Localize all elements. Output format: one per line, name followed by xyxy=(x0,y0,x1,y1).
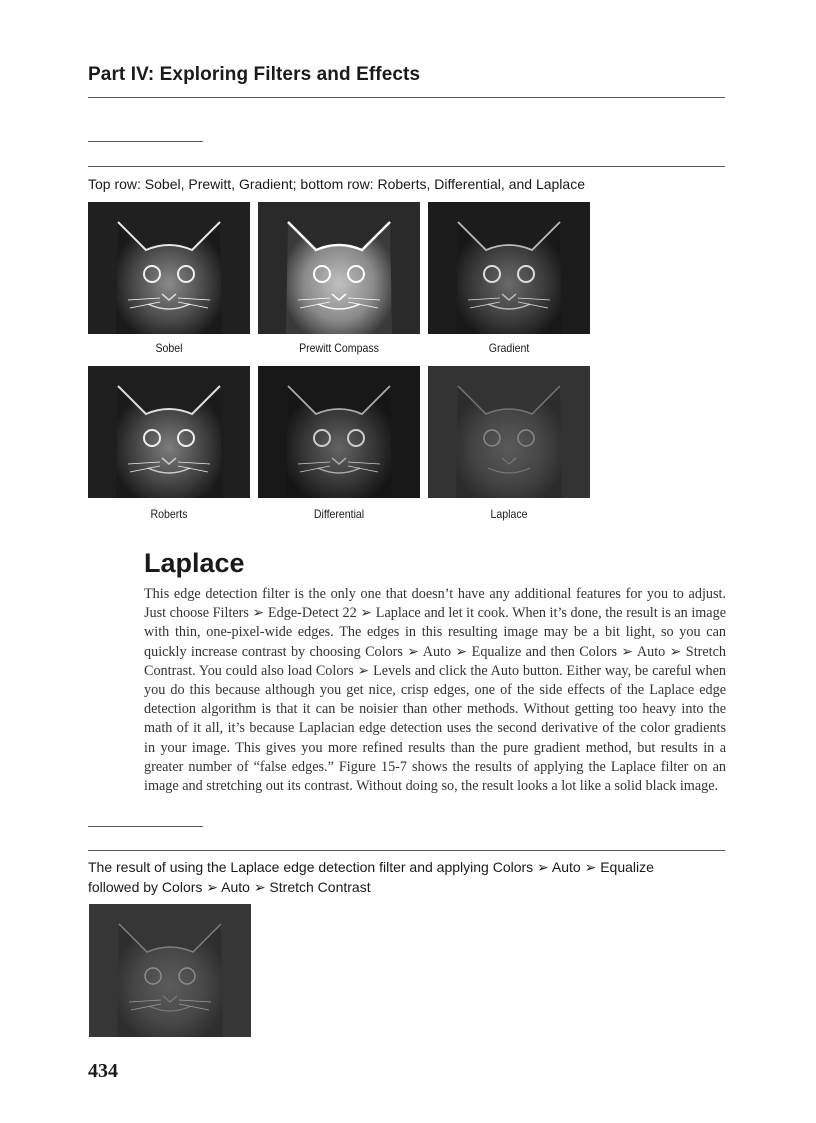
figure-short-rule xyxy=(88,141,203,142)
image-prewitt-compass xyxy=(258,202,420,334)
figure-rule xyxy=(88,166,725,167)
figure-bottom-rule xyxy=(88,850,725,851)
section-heading: Laplace xyxy=(144,548,245,578)
image-laplace xyxy=(428,366,590,498)
figure-bottom-short-rule xyxy=(88,826,203,827)
label-sobel: Sobel xyxy=(155,341,183,355)
image-differential xyxy=(258,366,420,498)
label-laplace: Laplace xyxy=(490,507,528,521)
label-differential: Differential xyxy=(313,507,365,521)
page-number: 434 xyxy=(88,1060,118,1082)
body-paragraph: This edge detection filter is the only one that doesn’t have any additional features for you to adjust. Just choose Filters ➢ Edge-Detect 22 ➢ Laplace and let it cook. When it’s done, the result is an image with thin, one-pixel-wide edges. The edges in this resulting image may be a bit light, so you can quickly increase contrast by choosing Colors ➢ Auto ➢ Equalize and then Colors ➢ Auto ➢ Stretch Contrast. You could also load Colors ➢ Levels and click the Auto button. Either way, be careful when you do this because although you get nice, crisp edges, one of the side effects of the Laplace edge detection algorithm is that it can be noisier than other methods. Without getting too heavy into the math of it all, it’s because Laplacian edge detection uses the second derivative of the color gradients in your image. This gives you more refined results than the pure gradient method, but results in a greater number of “false edges.” Figure 15-7 shows the results of applying the Laplace filter on an image and stretching out its contrast. Without doing so, the result looks a lot like a solid black image. xyxy=(144,586,726,795)
image-sobel xyxy=(88,202,250,334)
label-roberts: Roberts xyxy=(150,507,188,521)
label-prewitt-compass: Prewitt Compass xyxy=(299,341,379,355)
body-text xyxy=(144,585,726,796)
header-rule xyxy=(88,97,725,98)
figure-caption-top: Top row: Sobel, Prewitt, Gradient; bottom row: Roberts, Differential, and Laplace xyxy=(88,176,585,192)
image-laplace-stretched xyxy=(89,904,251,1037)
image-roberts xyxy=(88,366,250,498)
figure-caption-bottom: The result of using the Laplace edge detection filter and applying Colors ➢ Auto ➢ Equalize followed by Colors ➢ Auto ➢ Stretch Contrast xyxy=(88,859,654,895)
image-gradient xyxy=(428,202,590,334)
label-gradient: Gradient xyxy=(488,341,530,355)
running-head: Part IV: Exploring Filters and Effects xyxy=(88,64,421,85)
